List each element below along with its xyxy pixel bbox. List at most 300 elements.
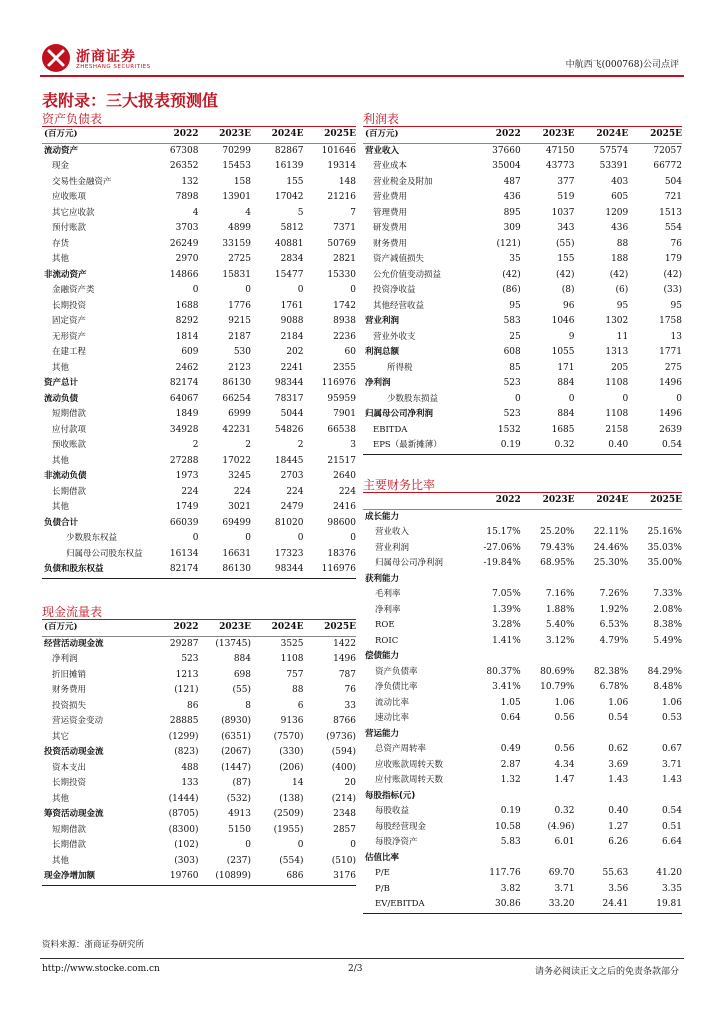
cell-value: 757 [286,669,304,680]
cell-value: 1761 [280,300,304,311]
cell-value: 76 [344,685,356,695]
cell-value: 0 [245,285,251,295]
cell-value: 15831 [222,269,251,280]
cell-value: 133 [181,778,199,788]
cell-value: (121) [174,685,199,695]
cell-value [628,727,682,743]
table-row [363,680,682,696]
row-label: 营业费用 [373,192,408,202]
cell-value: 86130 [222,378,251,388]
table-row [363,866,682,882]
cell-value: 2821 [333,254,356,264]
table-row [42,854,356,870]
row-label: 资产总计 [44,378,79,388]
cell-value [575,727,629,743]
cell-value [628,649,682,665]
cell-value: 698 [233,669,251,680]
row-label: 投资活动现金流 [44,747,104,757]
cell-value: 2970 [175,254,199,264]
unit-label: (百万元) [363,127,467,143]
cell-value: (10899) [199,869,252,885]
cell-value: 117.76 [489,868,521,878]
row-label: EV/EBITDA [363,897,467,913]
cell-value: (4.96) [547,821,575,832]
cell-value: (87) [232,778,251,788]
table-row [363,851,682,867]
table-header-row [363,493,682,509]
cell-value: 787 [338,669,356,680]
row-label: 其他 [52,502,70,512]
row-label: 每股净资产 [375,837,418,847]
cell-value: 436 [611,223,629,233]
cell-value: 15330 [327,269,356,280]
cell-value [521,727,575,743]
cell-value: (1955) [273,824,304,835]
row-label: 其他 [52,793,70,804]
cell-value: 7371 [333,223,356,233]
cell-value: 98344 [274,378,304,388]
row-label: 其他 [52,254,70,264]
cell-value: 2158 [605,424,629,435]
cell-value: 15.17% [486,527,521,537]
cell-value [467,851,521,867]
cell-value: 69.70 [548,868,575,878]
cell-value: 1.47 [554,775,575,785]
cell-value: 5.40% [545,620,575,630]
cash-flow-title: 现金流量表 [42,605,103,619]
cell-value: 554 [664,223,682,233]
row-label: 非流动资产 [44,269,87,280]
cell-value: 5044 [280,409,304,419]
cell-value [628,572,682,588]
cell-value: 2.08% [653,604,682,615]
row-label: 营业收入 [375,527,410,537]
cell-value: 1108 [280,654,304,664]
table-row [42,190,356,206]
cell-value: 1513 [659,207,682,218]
cell-value: 24.46% [593,542,629,553]
cell-value: 66039 [169,517,199,528]
cell-value: (9736) [326,731,356,742]
cell-value: 0 [192,533,199,543]
cell-value: 224 [338,486,356,497]
cell-value: 3.41% [492,682,521,692]
table-row [363,711,682,727]
cell-value: 583 [503,316,521,326]
cell-value: 1742 [333,300,356,311]
cell-value: 343 [557,223,575,233]
cell-value: (13745) [215,638,251,649]
row-label: 净利率 [375,604,401,615]
ratios-panel [363,478,682,914]
cash-flow-table [42,620,356,886]
cell-value: 403 [611,176,629,187]
row-label: 其它应收款 [52,207,95,218]
cell-value: 8766 [333,716,356,726]
cell-value [575,509,629,525]
footer-disclaimer: 请务必阅读正文之后的免责条款部分 [534,967,679,977]
row-label: 归属母公司净利润 [365,409,434,419]
cell-value [467,649,521,665]
table-row [42,838,356,854]
cell-value: 82.38% [593,666,629,677]
cell-value: 0.40 [608,806,629,816]
row-label: P/B [375,883,390,894]
cell-value: 8938 [333,316,356,326]
table-row [42,469,356,485]
row-label: 速动比率 [375,713,410,723]
cell-value: 79.43% [540,542,575,553]
cell-value: 4 [245,207,251,218]
cell-value: 5812 [280,223,304,233]
cell-value: 6.01 [554,837,575,847]
table-row [363,618,682,634]
cell-value: 1.43 [661,775,682,785]
row-label: 现金净增加额 [42,869,146,885]
row-label: 估值比率 [365,852,400,863]
row-label: 投资净收益 [373,285,416,295]
row-label: 应收账项 [52,192,87,202]
year-header: 2022 [146,620,199,636]
cell-value: 2355 [333,362,356,373]
cell-value: 0 [192,285,199,295]
row-label: 负债合计 [44,517,79,528]
table-row [42,345,356,361]
cell-value: 7.05% [492,589,521,599]
row-label: ROIC [375,635,399,646]
cell-value: 1302 [605,316,629,326]
cell-value: 0 [676,393,682,404]
table-row [363,758,682,774]
cell-value: 519 [557,192,575,202]
row-label: 应收账款周转天数 [375,759,444,770]
cell-value: 436 [503,192,521,202]
row-label: 短期借款 [52,409,87,419]
cell-value [467,509,521,525]
row-label: 每股收益 [375,806,410,816]
table-row [42,776,356,792]
cell-value: 2479 [280,502,304,512]
cell-value: 30.86 [467,897,521,913]
cell-value: 9136 [280,716,304,726]
table-row [42,299,356,315]
cell-value: 2640 [333,471,356,481]
cell-value: 884 [233,654,251,664]
cell-value: 895 [503,207,521,218]
cell-value: 78317 [274,393,304,404]
table-row [42,221,356,237]
table-row [42,652,356,668]
cell-value: 0 [245,840,251,850]
cell-value: 1055 [551,347,575,357]
cell-value: 3245 [228,471,251,481]
cell-value: 0.56 [554,713,575,723]
row-label: 利润总额 [365,347,400,357]
cell-value: (330) [279,747,304,757]
cell-value: 608 [503,347,521,357]
table-row [42,562,356,578]
cell-value: 15453 [222,161,251,171]
year-header: 2022 [146,127,199,143]
row-label: 管理费用 [373,207,408,218]
cell-value: 67308 [169,145,199,156]
table-row [363,556,682,572]
table-header-row [363,127,682,143]
row-label: 流动资产 [44,145,79,156]
year-header: 2022 [467,127,521,143]
year-header: 2023E [199,127,252,143]
table-row [363,330,682,346]
cell-value: 3.28% [492,620,521,630]
cell-value: 85 [509,362,521,373]
cell-value: 1973 [175,471,199,481]
cell-value: 686 [251,869,304,885]
table-row [363,727,682,743]
cell-value: 1758 [659,316,682,326]
cell-value: 33159 [222,238,251,249]
row-label: 研发费用 [373,223,408,233]
cell-value [628,789,682,805]
cell-value: 1496 [333,654,356,664]
cell-value: 0.19 [467,438,521,454]
cell-value: 0 [245,533,251,543]
cell-value: 1.88% [545,604,575,615]
cell-value: (55) [556,238,575,249]
cell-value [628,851,682,867]
cell-value: 2.87 [500,759,521,770]
cell-value [575,572,629,588]
table-row [363,634,682,650]
cell-value: 2 [192,440,199,450]
row-label: 资产减值损失 [373,254,425,264]
table-row [42,636,356,652]
cell-value: 8.48% [653,682,682,692]
row-label: 公允价值变动损益 [373,269,442,280]
row-label: 净利润 [52,654,78,664]
table-row [363,835,682,851]
table-row [42,500,356,516]
cell-value: 6 [297,700,304,711]
cell-value: 25.30% [593,558,629,568]
income-statement-panel [363,112,682,455]
cell-value: 25.20% [540,527,575,537]
cell-value: 0.40 [575,438,629,454]
cell-value: 609 [181,347,199,357]
cell-value: 0.32 [554,806,575,816]
cell-value: 188 [611,254,629,264]
footer-website[interactable]: http://www.stocke.com.cn [42,964,160,974]
year-header: 2022 [467,493,521,509]
cell-value: 13 [670,331,682,342]
row-label: 预付账款 [52,223,87,233]
row-label: 其他 [52,455,70,466]
cell-value: 1.92% [599,604,629,615]
cell-value: 14 [292,778,304,788]
cell-value: 488 [181,762,199,773]
row-label: 资本支出 [52,762,87,773]
cell-value: 33.20 [521,897,575,913]
row-label: 现金 [52,161,70,171]
cell-value: (2509) [273,809,304,819]
table-row [363,299,682,315]
cell-value [467,789,521,805]
cell-value: 43773 [545,161,575,171]
cell-value: 1.27 [608,821,629,832]
cell-value: 40881 [274,238,304,249]
cell-value: 4 [192,207,199,218]
cell-value: 66538 [327,424,356,435]
cell-value: 1037 [551,207,575,218]
year-header: 2025E [304,620,357,636]
cell-value: 35004 [492,161,521,171]
cell-value: 171 [557,362,575,373]
row-label: 净负债比率 [375,682,418,692]
table-row [363,773,682,789]
cell-value: (510) [331,855,356,866]
year-header: 2023E [521,493,575,509]
row-label: 应付款项 [52,424,87,435]
cell-value: 66772 [653,161,682,171]
table-row [42,361,356,377]
cell-value: 19314 [327,161,356,171]
cell-value: (8930) [221,716,251,726]
table-row [42,807,356,823]
cell-value: 0 [515,393,521,404]
cell-value: 1849 [175,409,199,419]
cell-value: 1688 [175,300,199,311]
cell-value: (206) [279,762,304,773]
cell-value [575,851,629,867]
cell-value: 1749 [175,502,199,512]
cell-value: 5.49% [653,635,682,646]
table-row [363,175,682,191]
cell-value: 22.11% [593,527,629,537]
cell-value: 1.32 [500,775,521,785]
table-row [42,683,356,699]
cell-value: 1776 [228,300,251,311]
row-label: 流动负债 [44,393,79,404]
cell-value: 5 [297,207,304,218]
table-row [42,314,356,330]
cell-value: 7.16% [545,589,575,599]
row-label: EPS（最新摊薄） [363,438,467,454]
cell-value: 7 [350,207,356,218]
header-divider [40,75,684,77]
cell-value: 55.63 [602,868,629,878]
table-header-row [42,127,356,143]
cell-value: 20 [344,778,356,788]
row-label: 营业收入 [365,145,400,156]
cell-value: (554) [279,855,304,866]
footer-page-number: 2/3 [348,964,363,974]
cell-value: 0 [622,393,629,404]
report-tag: 中航西飞(000768)公司点评 [565,60,679,70]
table-row [42,206,356,222]
table-row [363,572,682,588]
cell-value: 1209 [605,207,629,218]
cell-value: 2703 [280,471,304,481]
table-row [363,190,682,206]
cell-value: 35 [509,254,521,264]
cell-value: 19.81 [628,897,682,913]
cell-value: 34928 [169,424,199,435]
table-row [363,438,682,454]
cell-value: (42) [502,269,521,280]
cell-value: 0.53 [661,713,682,723]
cell-value: 76 [670,238,682,249]
cell-value: 1046 [551,316,575,326]
row-label: 在建工程 [52,347,87,357]
cell-value: 10.58 [494,821,521,832]
table-row [363,696,682,712]
cell-value: 0.67 [661,744,682,754]
table-row [42,869,356,885]
cell-value: 0 [297,840,304,850]
cell-value: 4.34 [554,759,575,770]
cell-value: 14866 [169,269,199,280]
cell-value: 19760 [146,869,199,885]
row-label: 金融资产类 [52,285,95,295]
table-row [42,730,356,746]
cell-value: 60 [344,347,356,357]
cell-value: 7.33% [653,589,682,599]
table-row [363,665,682,681]
row-label: 存货 [52,238,70,249]
cell-value: 2184 [280,331,304,342]
row-label: 资产负债率 [375,666,418,677]
table-row [363,804,682,820]
cell-value [521,509,575,525]
cell-value [628,509,682,525]
row-label: 偿债能力 [365,651,400,661]
cell-value: 0.62 [608,744,629,754]
table-row [42,699,356,715]
ratios-table [363,493,682,914]
cell-value: 42231 [222,424,251,435]
cell-value: 25 [509,331,521,342]
row-label: 少数股东损益 [387,393,439,404]
row-label: 负债和股东权益 [42,562,146,578]
cell-value: 2348 [333,809,356,819]
row-label: 营业成本 [373,161,408,171]
cell-value: 47150 [545,145,575,156]
cell-value: 50769 [327,238,356,249]
row-label: 应付账款周转天数 [375,775,444,785]
cell-value: 224 [233,486,251,497]
cell-value: (1447) [221,762,251,773]
year-header: 2025E [628,127,682,143]
balance-sheet-panel [42,112,356,579]
row-label: 预收账款 [52,440,87,450]
row-label: 长期投资 [52,778,87,788]
cell-value: 9088 [280,316,304,326]
row-label: 少数股东权益 [66,533,118,543]
cell-value: 224 [181,486,199,497]
table-row [363,237,682,253]
cell-value: 1.05 [500,697,521,708]
cell-value: 1.43 [608,775,629,785]
cell-value: 53391 [599,161,629,171]
row-label: 长期投资 [52,300,87,311]
row-label: 长期借款 [52,486,87,497]
table-row [363,423,682,439]
cell-value: 2 [245,440,251,450]
cell-value: 6.78% [599,682,629,692]
cell-value: 2236 [333,331,356,342]
year-header: 2023E [199,620,252,636]
row-label: 交易性金融资产 [52,176,112,187]
row-label: 无形资产 [52,331,87,342]
